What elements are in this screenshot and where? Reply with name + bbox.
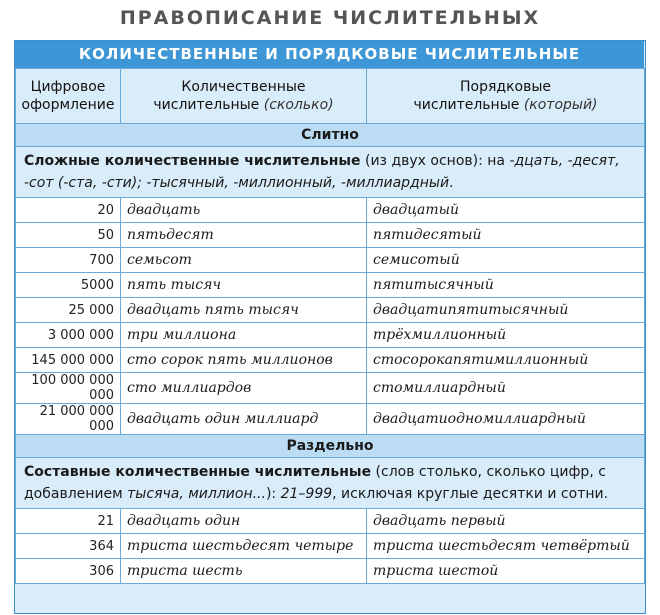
ordinal-cell: двадцать первый — [367, 509, 645, 534]
section-separate-header — [16, 435, 645, 458]
ordinal-cell: пятидесятый — [367, 223, 645, 248]
digit-cell: 21 — [16, 509, 121, 534]
ordinal-cell: триста шестьдесят четвёртый — [367, 534, 645, 559]
table-header-row — [16, 69, 645, 124]
description-term: Составные количественные числительные — [24, 464, 372, 480]
section-together-label: Слитно — [16, 124, 645, 147]
digit-cell: 25 000 — [16, 298, 121, 323]
ordinal-cell: стосорокапятимиллионный — [367, 348, 645, 373]
cardinal-cell: сто сорок пять миллионов — [121, 348, 367, 373]
table-row — [16, 298, 645, 323]
table-row — [16, 273, 645, 298]
digit-cell: 145 000 000 — [16, 348, 121, 373]
column-header-digit — [16, 69, 121, 124]
section-together-header — [16, 124, 645, 147]
ordinal-cell: семисотый — [367, 248, 645, 273]
section-together-description — [16, 147, 645, 198]
table-row — [16, 223, 645, 248]
column-header-ordinal-line2: числительные — [413, 97, 520, 113]
description-term: Сложные количественные числительные — [24, 153, 361, 169]
column-header-digit-line2: оформление — [21, 97, 115, 113]
section-together-description-row — [16, 147, 645, 198]
section-separate-label: Раздельно — [16, 435, 645, 458]
description-text: , исключая круглые десятки и сотни. — [332, 486, 609, 502]
cardinal-cell: двадцать пять тысяч — [121, 298, 367, 323]
table-row — [16, 248, 645, 273]
column-header-ordinal — [367, 69, 645, 124]
description-end: . — [449, 175, 454, 191]
table-row — [16, 534, 645, 559]
table-row — [16, 198, 645, 223]
digit-cell: 100 000 000 000 — [16, 373, 121, 404]
column-header-ordinal-question: (который) — [523, 97, 598, 113]
table-row — [16, 404, 645, 435]
digit-cell: 21 000 000 000 — [16, 404, 121, 435]
digit-cell: 50 — [16, 223, 121, 248]
page-title: ПРАВОПИСАНИЕ ЧИСЛИТЕЛЬНЫХ — [119, 7, 541, 29]
table-row — [16, 559, 645, 584]
description-text: (из двух основ): на — [360, 153, 510, 169]
ordinal-cell: двадцатипятитысячный — [367, 298, 645, 323]
digit-cell: 5000 — [16, 273, 121, 298]
column-header-cardinal-question: (сколько) — [263, 97, 334, 113]
column-header-digit-line1: Цифровое — [30, 79, 106, 95]
section-separate-rows — [16, 509, 645, 584]
ordinal-cell: пятитысячный — [367, 273, 645, 298]
cardinal-cell: сто миллиардов — [121, 373, 367, 404]
table-row — [16, 509, 645, 534]
description-text: (слов столько, сколько цифр, с добавлением — [24, 464, 606, 502]
cardinal-cell: двадцать один — [121, 509, 367, 534]
cardinal-cell: пять тысяч — [121, 273, 367, 298]
ordinal-cell: триста шестой — [367, 559, 645, 584]
description-range: 21–999 — [280, 486, 333, 502]
ordinal-cell: стомиллиардный — [367, 373, 645, 404]
cardinal-cell: три миллиона — [121, 323, 367, 348]
digit-cell: 306 — [16, 559, 121, 584]
cardinal-cell: триста шесть — [121, 559, 367, 584]
cardinal-cell: триста шестьдесят четыре — [121, 534, 367, 559]
description-words: тысяча, миллион... — [127, 486, 266, 502]
cardinal-cell: семьсот — [121, 248, 367, 273]
column-header-cardinal-line2: числительные — [153, 97, 260, 113]
ordinal-cell: двадцатиодномиллиардный — [367, 404, 645, 435]
table-row — [16, 373, 645, 404]
section-separate-description-row — [16, 458, 645, 509]
digit-cell: 700 — [16, 248, 121, 273]
table-row — [16, 348, 645, 373]
ordinal-cell: двадцатый — [367, 198, 645, 223]
column-header-ordinal-line1: Порядковые — [459, 79, 552, 95]
cardinal-cell: пятьдесят — [121, 223, 367, 248]
section-together-rows — [16, 198, 645, 435]
cardinal-cell: двадцать один миллиард — [121, 404, 367, 435]
section-banner: КОЛИЧЕСТВЕННЫЕ И ПОРЯДКОВЫЕ ЧИСЛИТЕЛЬНЫЕ — [15, 41, 644, 68]
numerals-table — [15, 68, 645, 584]
table-row — [16, 323, 645, 348]
description-text: ): — [265, 486, 281, 502]
digit-cell: 364 — [16, 534, 121, 559]
description-suffixes: -дцать, -десят, -сот (-ста, -сти); -тысячный, -миллионный, -миллиардный — [24, 153, 620, 191]
digit-cell: 3 000 000 — [16, 323, 121, 348]
rules-card — [14, 40, 646, 614]
column-header-cardinal — [121, 69, 367, 124]
ordinal-cell: трёхмиллионный — [367, 323, 645, 348]
section-separate-description — [16, 458, 645, 509]
cardinal-cell: двадцать — [121, 198, 367, 223]
column-header-cardinal-line1: Количественные — [181, 79, 306, 95]
digit-cell: 20 — [16, 198, 121, 223]
